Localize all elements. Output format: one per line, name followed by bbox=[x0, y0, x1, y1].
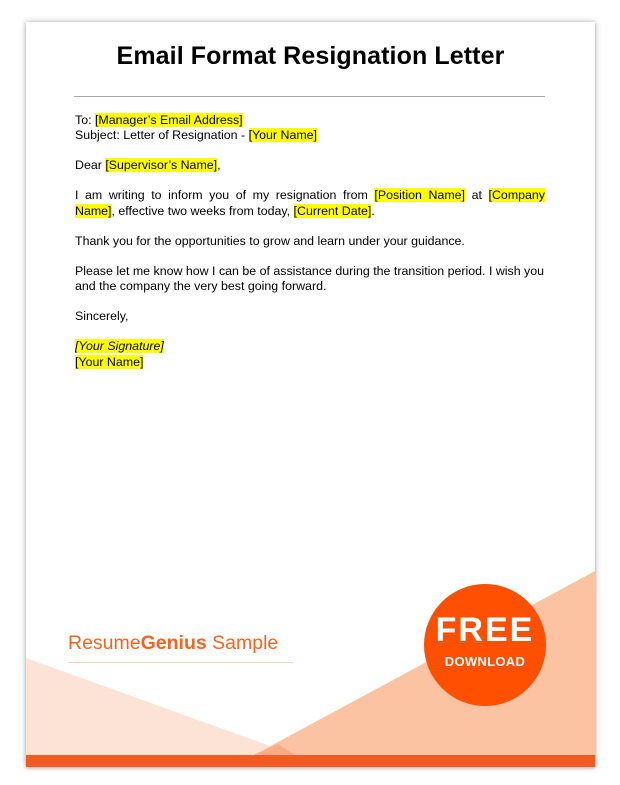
header-block bbox=[75, 113, 545, 144]
letter-body bbox=[75, 113, 545, 385]
paragraph-resignation bbox=[75, 188, 545, 219]
badge-free-label: FREE bbox=[435, 611, 535, 649]
paragraph-assistance: Please let me know how I can be of assistance during the transition period. I wish you and the company the very best going forward. bbox=[75, 263, 545, 294]
brand-genius: Genius bbox=[140, 632, 207, 654]
signature-block bbox=[75, 339, 545, 370]
date-placeholder: [Current Date] bbox=[293, 203, 372, 218]
subject-label: Subject: Letter of Resignation - bbox=[75, 128, 249, 143]
para1-text-a: I am writing to inform you of my resignation from bbox=[75, 188, 375, 203]
to-placeholder: [Manager’s Email Address] bbox=[94, 113, 243, 127]
document-title: Email Format Resignation Letter bbox=[116, 42, 505, 70]
paragraph-thanks: Thank you for the opportunities to grow and learn under your guidance. bbox=[75, 233, 465, 248]
para1-text-d: . bbox=[371, 203, 375, 218]
brand-underline bbox=[68, 662, 293, 663]
deco-triangle-light bbox=[26, 658, 295, 755]
company-placeholder: [Company Name] bbox=[75, 188, 546, 218]
brand-sample: Sample bbox=[206, 632, 279, 654]
salutation-prefix: Dear bbox=[75, 158, 106, 173]
para1-text-c: , effective two weeks from today, bbox=[111, 203, 294, 218]
name-placeholder: [Your Name] bbox=[75, 354, 144, 369]
supervisor-placeholder: [Supervisor’s Name] bbox=[105, 158, 218, 173]
brand-resume: Resume bbox=[68, 632, 141, 654]
title-divider bbox=[74, 96, 545, 97]
badge-download-label: DOWNLOAD bbox=[444, 654, 526, 669]
position-placeholder: [Position Name] bbox=[374, 188, 465, 203]
brand-logo bbox=[68, 632, 278, 655]
closing: Sincerely, bbox=[75, 309, 129, 324]
footer-bar bbox=[26, 755, 595, 767]
subject-placeholder: [Your Name] bbox=[248, 128, 317, 143]
para1-text-b: at bbox=[465, 188, 489, 203]
free-download-button[interactable] bbox=[424, 584, 546, 706]
signature-placeholder: [Your Signature] bbox=[75, 339, 164, 354]
to-label: To: bbox=[75, 113, 95, 127]
salutation bbox=[75, 158, 545, 173]
letter-page bbox=[26, 22, 595, 767]
salutation-suffix: , bbox=[217, 158, 221, 173]
